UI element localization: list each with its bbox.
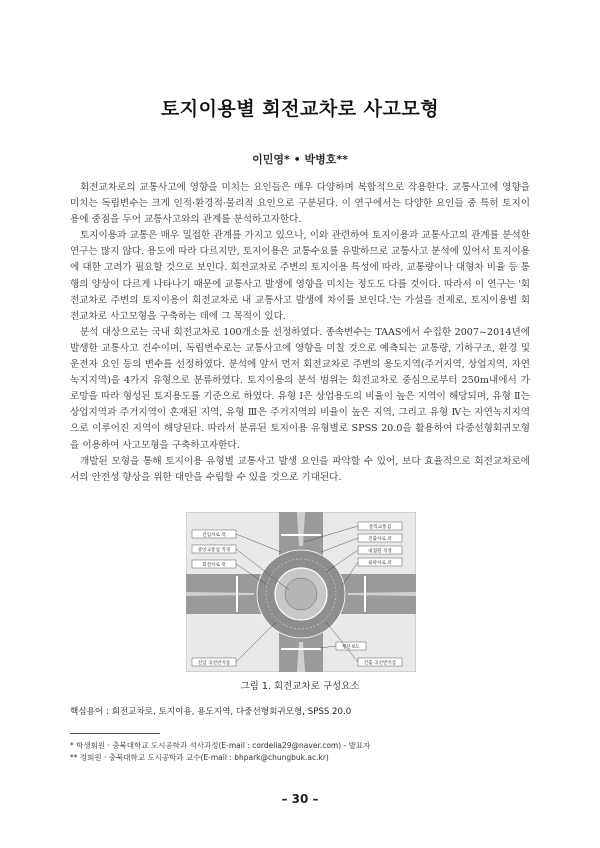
roundabout-figure xyxy=(186,512,416,672)
paragraph: 개발된 모형을 통해 토지이용 유형별 교통사고 발생 요인을 파악할 수 있어, 보다 효율적으로 회전교차로에서의 안전성 향상을 위한 대안을 수립할 수 있을 것으로 기대된다. xyxy=(70,455,530,483)
footnote: ** 정회원 · 충북대학교 도시공학과 교수(E-mail : bhpark@chungbuk.ac.kr) xyxy=(70,753,329,762)
fig-label: 회전차로 폭 xyxy=(202,562,226,568)
fig-label: 분리교통섬 xyxy=(368,524,392,530)
fig-label: 진출차로 폭 xyxy=(368,536,392,542)
footnotes xyxy=(70,740,540,764)
paragraph: 분석 대상으로는 국내 회전교차로 100개소를 선정하였다. 종속변수는 TAAS에서 수집한 2007~2014년에 발생한 교통사고 건수이며, 독립변수로는 교통사고에 영향을 미칠 것으로 예측되는 교통량, 기하구조, 환경 및 운전자 요인 등의 변수를 선정하였다. 분석에 앞서 먼저 회전교차로 주변의 용도지역(주거지역, 상업지역, 자연녹지지역)을 4가지 유형으로 분류하였다. 토지이용의 분석 범위는 회전교차로 중심으로부터 250m내에서 가로망을 따라 형성된 토지용도를 기준으로 하였다. 유형 Ⅰ은 상업용도의 비율이 높은 지역이 해당되며, 유형 Ⅱ는 상업지역과 주거지역이 혼재된 지역, 유형 Ⅲ은 주거지역의 비율이 높은 지역, 그리고 유형 Ⅳ는 자연녹지지역으로 이루어진 지역이 해당된다. 따라서 분류된 토지이용 유형별로 SPSS 20.0을 활용하여 다중선형회귀모형을 이용하여 사고모형을 구축하고자한다. xyxy=(70,326,530,451)
fig-label: 내접원 직경 xyxy=(368,548,392,554)
footnote: * 학생회원 · 충북대학교 도시공학과 석사과정(E-mail : cordelia29@naver.com) - 발표자 xyxy=(70,741,371,750)
footnote-rule xyxy=(70,733,160,734)
figure-caption: 그림 1. 회전교차로 구성요소 xyxy=(240,681,360,692)
fig-label: 진입 곡선반지름 xyxy=(197,660,231,666)
fig-label: 진출 곡선반지름 xyxy=(363,660,397,666)
fig-label: 중앙교통섬 직경 xyxy=(197,547,231,553)
fig-label: 횡단보도 xyxy=(342,644,360,650)
page-number: – 30 – xyxy=(281,792,319,806)
keywords: 핵심용어 : 회전교차로, 토지이용, 용도지역, 다중선형회귀모형, SPSS 20.0 xyxy=(70,707,352,717)
fig-label: 외곽차로 폭 xyxy=(368,560,392,566)
fig-label: 진입차로 폭 xyxy=(202,532,226,538)
paper-authors: 이민영* • 박병호** xyxy=(252,153,348,166)
paper-title: 토지이용별 회전교차로 사고모형 xyxy=(160,98,440,120)
paragraph: 토지이용과 교통은 매우 밀접한 관계를 가지고 있으나, 이와 관련하여 토지이용과 교통사고의 관계를 분석한 연구는 많지 않다. 용도에 따라 다르지만, 토지이용은 교통수요를 유발하므로 교통사고 분석에 있어서 토지이용에 대한 고려가 필요할 것으로 보인다. 회전교차로 주변의 토지이용 특성에 따라, 교통량이나 대형차 비율 등 통행의 양상이 다르게 나타나기 때문에 교통사고 발생에 영향을 미치는 정도도 다를 것이다. 따라서 이 연구는 '회전교차로 주변의 토지이용이 회전교차로 내 교통사고 발생에 차이를 보인다.'는 가설을 전제로, 토지이용별 회전교차로 사고모형을 구축하는 데에 그 목적이 있다. xyxy=(70,230,530,322)
paragraph: 회전교차로의 교통사고에 영향을 미치는 요인들은 매우 다양하며 복합적으로 작용한다. 교통사고에 영향을 미치는 독립변수는 크게 인적·환경적·물리적 요인으로 구분된다. 이 연구에서는 다양한 요인들 중 특히 토지이용에 중점을 두어 교통사고와의 관계를 분석하고자한다. xyxy=(70,182,530,226)
left-labels xyxy=(192,530,236,568)
abstract-body xyxy=(70,180,530,486)
central-island-inner xyxy=(285,578,317,610)
